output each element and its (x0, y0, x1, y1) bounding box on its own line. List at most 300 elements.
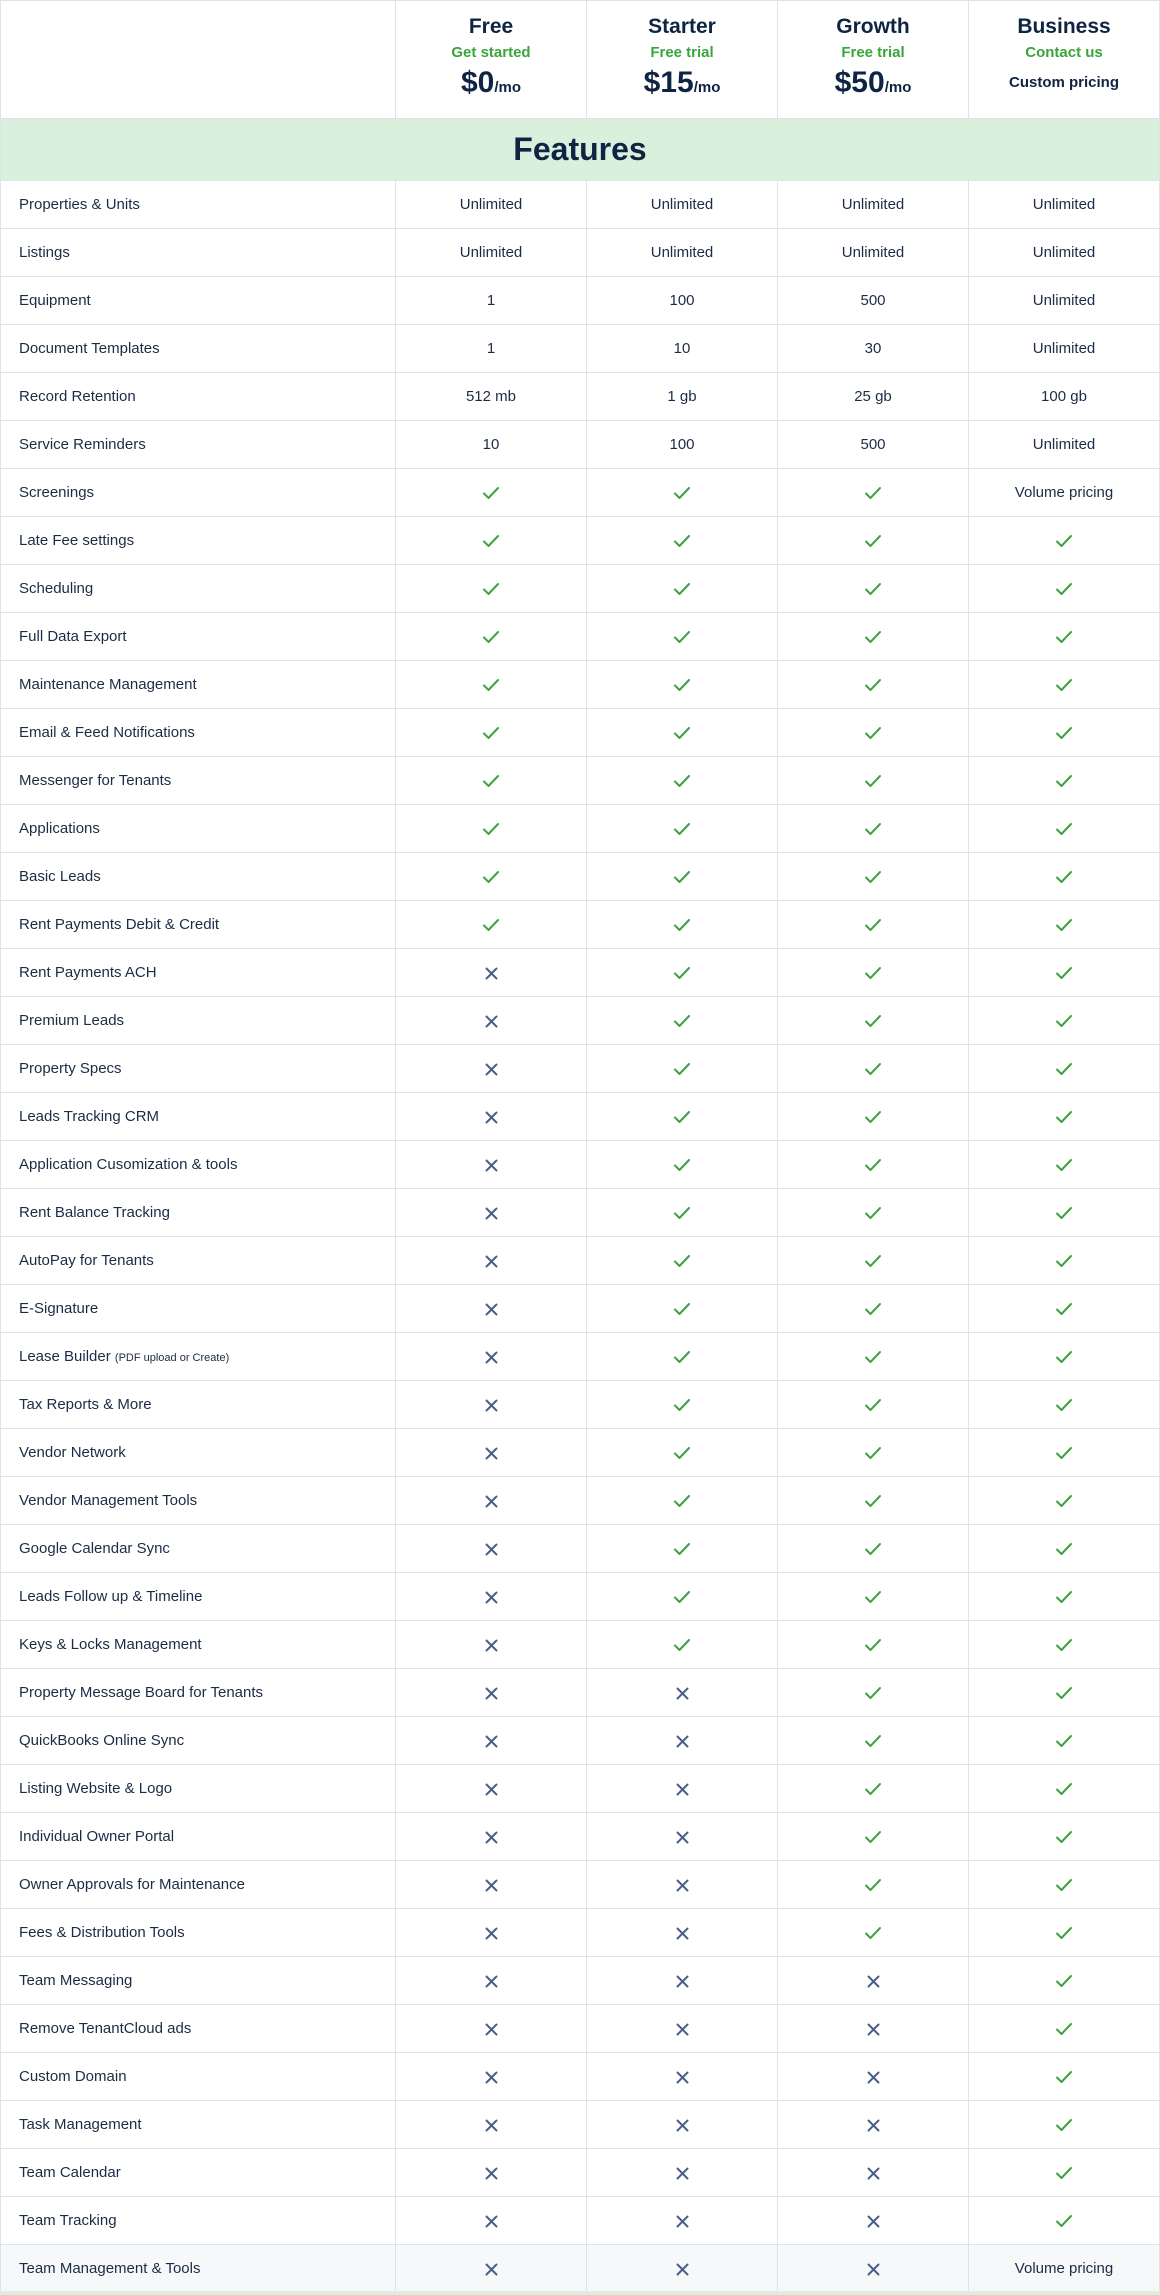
plan-header-starter (587, 1, 778, 119)
value-cell-growth (778, 1093, 969, 1141)
value-cell-free (396, 2245, 587, 2293)
free-trial-link[interactable]: Free trial (841, 44, 905, 61)
feature-name-cell (1, 1765, 396, 1813)
feature-value: 100 (669, 436, 695, 453)
cross-icon (676, 1927, 689, 1940)
value-cell-free (396, 709, 587, 757)
check-icon (1055, 2214, 1073, 2228)
plan-price (587, 65, 777, 106)
check-icon (673, 582, 691, 596)
feature-label: Leads Tracking CRM (19, 1108, 160, 1125)
feature-label: Late Fee settings (19, 532, 135, 549)
value-cell-starter (587, 1189, 778, 1237)
table-row (1, 1045, 1160, 1093)
value-cell-free (396, 2197, 587, 2245)
plan-header-business (969, 1, 1160, 119)
check-icon (1055, 1782, 1073, 1796)
value-cell-starter (587, 1717, 778, 1765)
table-row (1, 1909, 1160, 1957)
value-cell-starter (587, 1237, 778, 1285)
check-icon (864, 534, 882, 548)
table-row (1, 853, 1160, 901)
check-icon (864, 1350, 882, 1364)
value-cell-growth (778, 2101, 969, 2149)
value-cell-starter (587, 1621, 778, 1669)
check-icon (864, 966, 882, 980)
check-icon (864, 1782, 882, 1796)
check-icon (1055, 2070, 1073, 2084)
feature-value: Volume pricing (1014, 2260, 1114, 2277)
cross-icon (676, 1975, 689, 1988)
feature-name-cell (1, 325, 396, 373)
cross-icon (485, 1207, 498, 1220)
value-cell-starter (587, 1045, 778, 1093)
value-cell-growth (778, 517, 969, 565)
feature-label: Applications (19, 820, 100, 837)
feature-value: Unlimited (650, 244, 714, 261)
value-cell-growth (778, 2245, 969, 2293)
check-icon (673, 1206, 691, 1220)
value-cell-free (396, 1525, 587, 1573)
table-row (1, 661, 1160, 709)
check-icon (482, 534, 500, 548)
value-cell-business (969, 1477, 1160, 1525)
check-icon (1055, 1590, 1073, 1604)
check-icon (1055, 1206, 1073, 1220)
check-icon (673, 630, 691, 644)
check-icon (482, 678, 500, 692)
cross-icon (676, 1735, 689, 1748)
value-cell-free (396, 565, 587, 613)
price-period: /mo (884, 79, 912, 96)
value-cell-business (969, 949, 1160, 997)
cross-icon (485, 1687, 498, 1700)
bottom-accent-line (0, 2291, 1160, 2295)
value-cell-starter (587, 1525, 778, 1573)
feature-rows (1, 181, 1160, 2293)
value-cell-business (969, 1813, 1160, 1861)
check-icon (673, 1494, 691, 1508)
feature-name-cell (1, 1813, 396, 1861)
value-cell-starter (587, 757, 778, 805)
cross-icon (485, 1927, 498, 1940)
value-cell-business (969, 613, 1160, 661)
features-section-row (1, 119, 1160, 181)
feature-name-cell (1, 2101, 396, 2149)
feature-label: Email & Feed Notifications (19, 724, 195, 741)
table-row (1, 613, 1160, 661)
cross-icon (867, 2023, 880, 2036)
value-cell-growth (778, 1573, 969, 1621)
value-cell-growth (778, 805, 969, 853)
check-icon (673, 1542, 691, 1556)
value-cell-free (396, 1573, 587, 1621)
feature-name-cell (1, 2197, 396, 2245)
feature-label: Property Specs (19, 1060, 122, 1077)
value-cell-free (396, 1909, 587, 1957)
feature-label: Basic Leads (19, 868, 101, 885)
check-icon (1055, 774, 1073, 788)
value-cell-business (969, 517, 1160, 565)
value-cell-starter (587, 901, 778, 949)
corner-cell (1, 1, 396, 119)
value-cell-starter (587, 853, 778, 901)
value-cell-growth (778, 853, 969, 901)
value-cell-growth (778, 1333, 969, 1381)
plan-name: Free (468, 15, 514, 38)
value-cell-free (396, 661, 587, 709)
value-cell-growth (778, 2005, 969, 2053)
check-icon (864, 1110, 882, 1124)
value-cell-free (396, 2053, 587, 2101)
check-icon (1055, 1974, 1073, 1988)
check-icon (1055, 1302, 1073, 1316)
feature-name-cell (1, 1909, 396, 1957)
feature-name-cell (1, 1429, 396, 1477)
check-icon (673, 1062, 691, 1076)
value-cell-growth (778, 1909, 969, 1957)
plan-price (396, 65, 586, 106)
value-cell-growth (778, 2197, 969, 2245)
plan-name: Business (1017, 15, 1111, 38)
feature-label: Listings (19, 244, 70, 261)
feature-label: Remove TenantCloud ads (19, 2020, 192, 2037)
value-cell-growth (778, 1669, 969, 1717)
check-icon (1055, 1158, 1073, 1172)
value-cell-business (969, 1141, 1160, 1189)
feature-label: Full Data Export (19, 628, 127, 645)
feature-label: Task Management (19, 2116, 142, 2133)
value-cell-business (969, 2053, 1160, 2101)
price-amount: $50 (834, 66, 885, 99)
table-row (1, 2197, 1160, 2245)
value-cell-growth (778, 421, 969, 469)
free-trial-link[interactable]: Free trial (650, 44, 714, 61)
value-cell-growth (778, 1765, 969, 1813)
cross-icon (676, 1879, 689, 1892)
check-icon (482, 486, 500, 500)
feature-name-cell (1, 853, 396, 901)
value-cell-free (396, 1381, 587, 1429)
custom-pricing-label: Custom pricing (1008, 74, 1119, 91)
value-cell-growth (778, 757, 969, 805)
table-row (1, 1861, 1160, 1909)
cross-icon (485, 1015, 498, 1028)
value-cell-growth (778, 1189, 969, 1237)
feature-name-cell (1, 1573, 396, 1621)
feature-label: Record Retention (19, 388, 136, 405)
table-row (1, 469, 1160, 517)
table-row (1, 997, 1160, 1045)
value-cell-free (396, 1765, 587, 1813)
cross-icon (485, 1351, 498, 1364)
feature-name-cell (1, 469, 396, 517)
check-icon (1055, 870, 1073, 884)
feature-label: Premium Leads (19, 1012, 125, 1029)
feature-name-cell (1, 517, 396, 565)
feature-name-cell (1, 949, 396, 997)
cross-icon (676, 2263, 689, 2276)
table-row (1, 373, 1160, 421)
feature-value: 500 (860, 436, 886, 453)
value-cell-free (396, 2149, 587, 2197)
feature-label: Individual Owner Portal (19, 1828, 175, 1845)
feature-label: Screenings (19, 484, 95, 501)
value-cell-business (969, 277, 1160, 325)
table-row (1, 2245, 1160, 2293)
check-icon (1055, 630, 1073, 644)
feature-value: 100 gb (1041, 388, 1087, 405)
check-icon (1055, 1542, 1073, 1556)
feature-label: Custom Domain (19, 2068, 127, 2085)
check-icon (673, 1014, 691, 1028)
value-cell-growth (778, 613, 969, 661)
value-cell-business (969, 421, 1160, 469)
table-row (1, 1573, 1160, 1621)
feature-value: Unlimited (1032, 196, 1096, 213)
value-cell-business (969, 2197, 1160, 2245)
value-cell-growth (778, 1813, 969, 1861)
value-cell-business (969, 805, 1160, 853)
cross-icon (485, 1255, 498, 1268)
feature-name-cell (1, 1141, 396, 1189)
value-cell-growth (778, 325, 969, 373)
check-icon (864, 486, 882, 500)
check-icon (1055, 1734, 1073, 1748)
value-cell-starter (587, 373, 778, 421)
value-cell-growth (778, 1285, 969, 1333)
cross-icon (485, 1495, 498, 1508)
check-icon (864, 678, 882, 692)
check-icon (1055, 918, 1073, 932)
contact-us-link[interactable]: Contact us (1025, 44, 1103, 61)
check-icon (864, 1302, 882, 1316)
cross-icon (676, 2119, 689, 2132)
value-cell-growth (778, 1429, 969, 1477)
feature-name-cell (1, 229, 396, 277)
cross-icon (485, 1591, 498, 1604)
feature-label: Vendor Network (19, 1444, 126, 1461)
value-cell-business (969, 1909, 1160, 1957)
value-cell-business (969, 325, 1160, 373)
value-cell-free (396, 1669, 587, 1717)
cross-icon (485, 1735, 498, 1748)
value-cell-growth (778, 373, 969, 421)
check-icon (1055, 822, 1073, 836)
table-row (1, 229, 1160, 277)
value-cell-free (396, 1285, 587, 1333)
value-cell-starter (587, 1573, 778, 1621)
value-cell-business (969, 709, 1160, 757)
value-cell-free (396, 1861, 587, 1909)
value-cell-business (969, 373, 1160, 421)
check-icon (1055, 726, 1073, 740)
value-cell-business (969, 1621, 1160, 1669)
feature-name-cell (1, 1237, 396, 1285)
feature-label: Application Cusomization & tools (19, 1156, 238, 1173)
section-title: Features (1, 119, 1160, 181)
feature-label: Scheduling (19, 580, 94, 597)
check-icon (673, 1446, 691, 1460)
feature-value: Unlimited (841, 244, 905, 261)
cross-icon (485, 1063, 498, 1076)
value-cell-growth (778, 1861, 969, 1909)
table-row (1, 2101, 1160, 2149)
feature-name-cell (1, 277, 396, 325)
cross-icon (485, 1783, 498, 1796)
check-icon (1055, 1398, 1073, 1412)
value-cell-free (396, 325, 587, 373)
value-cell-business (969, 469, 1160, 517)
feature-name-cell (1, 2245, 396, 2293)
value-cell-growth (778, 2149, 969, 2197)
feature-label: Keys & Locks Management (19, 1636, 202, 1653)
cross-icon (676, 1783, 689, 1796)
value-cell-growth (778, 181, 969, 229)
feature-label: Service Reminders (19, 436, 146, 453)
check-icon (1055, 2022, 1073, 2036)
table-row (1, 2005, 1160, 2053)
value-cell-business (969, 2149, 1160, 2197)
feature-value: Unlimited (1032, 244, 1096, 261)
feature-name-cell (1, 181, 396, 229)
value-cell-starter (587, 1093, 778, 1141)
value-cell-growth (778, 1141, 969, 1189)
table-row (1, 1669, 1160, 1717)
price-amount: $0 (460, 66, 495, 99)
table-row (1, 1477, 1160, 1525)
check-icon (673, 534, 691, 548)
feature-value: Volume pricing (1014, 484, 1114, 501)
check-icon (1055, 678, 1073, 692)
value-cell-business (969, 1381, 1160, 1429)
feature-value: Unlimited (459, 244, 523, 261)
value-cell-free (396, 1477, 587, 1525)
check-icon (673, 774, 691, 788)
get-started-link[interactable]: Get started (451, 44, 531, 61)
feature-label: Google Calendar Sync (19, 1540, 170, 1557)
feature-name-cell (1, 661, 396, 709)
check-icon (673, 1302, 691, 1316)
value-cell-starter (587, 661, 778, 709)
value-cell-business (969, 1957, 1160, 2005)
feature-name-cell (1, 1669, 396, 1717)
value-cell-starter (587, 1429, 778, 1477)
value-cell-starter (587, 805, 778, 853)
value-cell-starter (587, 1381, 778, 1429)
check-icon (864, 822, 882, 836)
feature-name-cell (1, 1861, 396, 1909)
feature-label: Equipment (19, 292, 91, 309)
feature-label: Messenger for Tenants (19, 772, 172, 789)
table-row (1, 1141, 1160, 1189)
feature-name-cell (1, 1477, 396, 1525)
feature-label: Team Calendar (19, 2164, 121, 2181)
value-cell-starter (587, 1813, 778, 1861)
check-icon (1055, 2166, 1073, 2180)
feature-value: Unlimited (459, 196, 523, 213)
table-row (1, 1621, 1160, 1669)
feature-value: Unlimited (650, 196, 714, 213)
value-cell-starter (587, 2053, 778, 2101)
value-cell-business (969, 661, 1160, 709)
table-row (1, 2053, 1160, 2101)
cross-icon (676, 2023, 689, 2036)
check-icon (1055, 1926, 1073, 1940)
feature-label: Rent Payments ACH (19, 964, 157, 981)
cross-icon (485, 1399, 498, 1412)
value-cell-growth (778, 1621, 969, 1669)
value-cell-free (396, 1429, 587, 1477)
value-cell-growth (778, 1045, 969, 1093)
value-cell-starter (587, 2101, 778, 2149)
value-cell-business (969, 1333, 1160, 1381)
value-cell-starter (587, 517, 778, 565)
value-cell-growth (778, 709, 969, 757)
check-icon (1055, 1350, 1073, 1364)
feature-label: Lease Builder (19, 1348, 111, 1365)
feature-name-cell (1, 1525, 396, 1573)
value-cell-free (396, 1333, 587, 1381)
value-cell-growth (778, 469, 969, 517)
value-cell-free (396, 805, 587, 853)
value-cell-business (969, 2245, 1160, 2293)
value-cell-starter (587, 709, 778, 757)
feature-value: 512 mb (465, 388, 517, 405)
value-cell-growth (778, 2053, 969, 2101)
value-cell-business (969, 1717, 1160, 1765)
cross-icon (485, 2263, 498, 2276)
table-row (1, 757, 1160, 805)
feature-label: Rent Payments Debit & Credit (19, 916, 220, 933)
check-icon (673, 726, 691, 740)
feature-label: Team Management & Tools (19, 2260, 201, 2277)
value-cell-starter (587, 1141, 778, 1189)
value-cell-starter (587, 1909, 778, 1957)
cross-icon (485, 2167, 498, 2180)
feature-label: Maintenance Management (19, 676, 197, 693)
value-cell-free (396, 181, 587, 229)
table-row (1, 709, 1160, 757)
value-cell-starter (587, 229, 778, 277)
check-icon (864, 1878, 882, 1892)
feature-label: Tax Reports & More (19, 1396, 152, 1413)
check-icon (673, 1398, 691, 1412)
plan-name: Growth (836, 15, 910, 38)
cross-icon (676, 2215, 689, 2228)
value-cell-starter (587, 2005, 778, 2053)
value-cell-growth (778, 1525, 969, 1573)
price-period: /mo (494, 79, 522, 96)
feature-name-cell (1, 757, 396, 805)
value-cell-starter (587, 1477, 778, 1525)
value-cell-free (396, 2005, 587, 2053)
cross-icon (485, 2215, 498, 2228)
value-cell-free (396, 997, 587, 1045)
value-cell-free (396, 2101, 587, 2149)
value-cell-business (969, 757, 1160, 805)
table-row (1, 1333, 1160, 1381)
feature-value: 100 (669, 292, 695, 309)
value-cell-business (969, 1045, 1160, 1093)
cross-icon (867, 1975, 880, 1988)
feature-name-cell (1, 373, 396, 421)
check-icon (864, 1446, 882, 1460)
plan-price (778, 65, 968, 106)
check-icon (864, 870, 882, 884)
plan-header-growth (778, 1, 969, 119)
table-row (1, 517, 1160, 565)
